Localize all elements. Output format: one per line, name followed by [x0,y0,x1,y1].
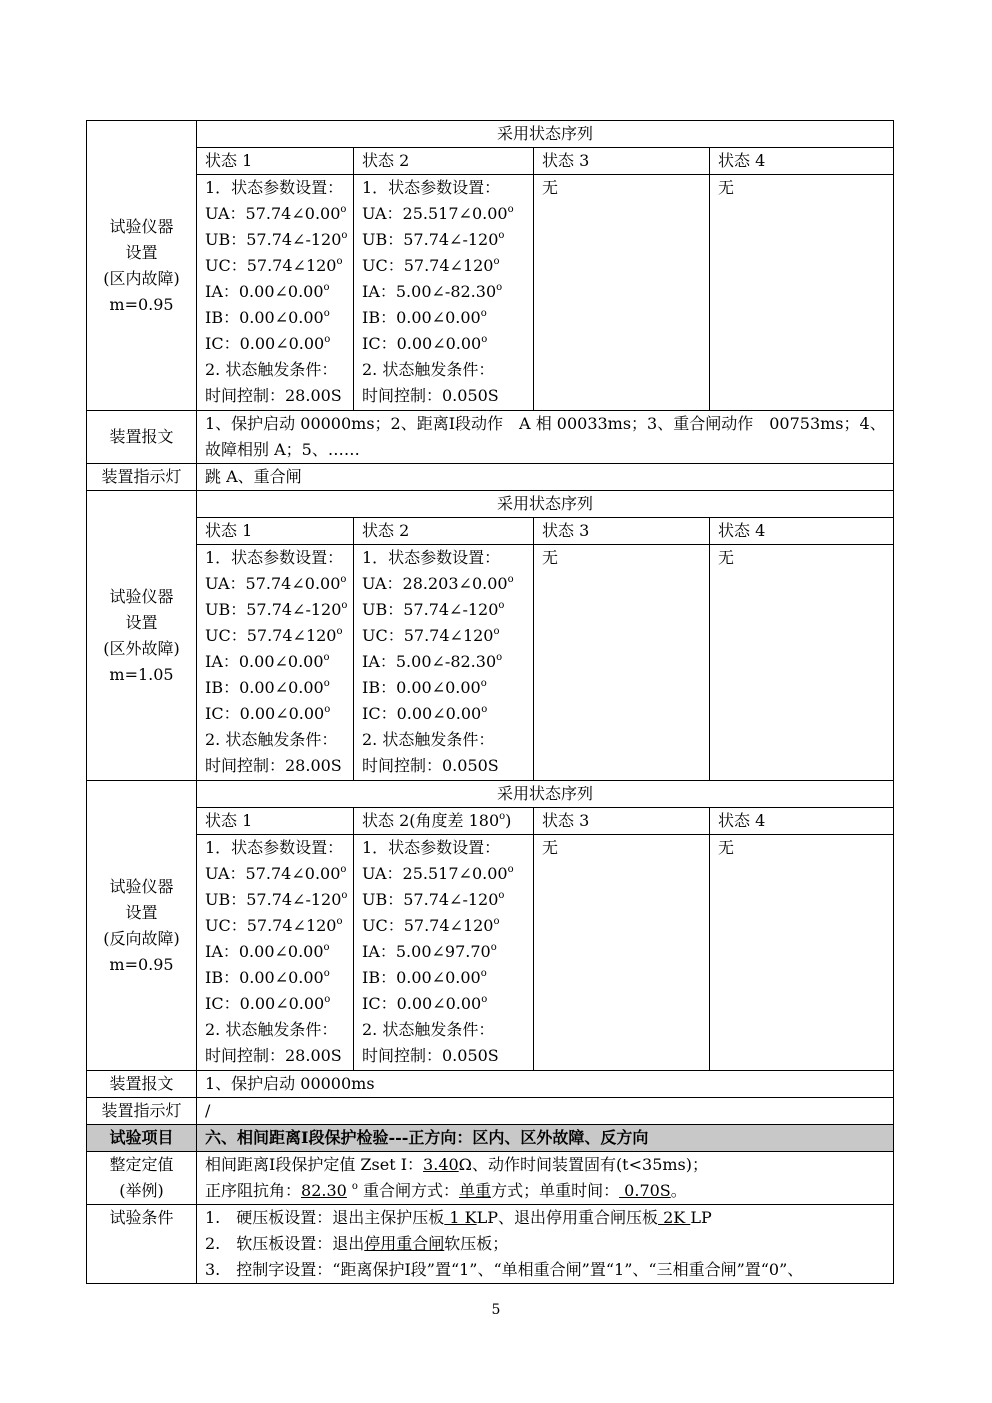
block1-state2-params: 1．状态参数设置： UA：25.517∠0.00$^o$ UB：57.74∠-120$^o$ UC：57.74∠120$^o$ IA：5.00∠-82.30$^o$ IB：0.00∠0.00$^o$ IC：0.00∠0.00$^o$ 2. 状态触发条件： 时间控制：0.050S [354,175,534,411]
indicator-value: / [197,1098,894,1125]
block3-state4-params: 无 [710,835,894,1071]
setting-label: 整定定值 (举例) [87,1152,197,1205]
block1-state4-params: 无 [710,175,894,411]
block2-label: 试验仪器 设置 (区外故障) m=1.05 [87,491,197,781]
block2-state2-header: 状态 2 [354,518,534,545]
block1-state1-params: 1．状态参数设置： UA：57.74∠0.00$^o$ UB：57.74∠-120$^o$ UC：57.74∠120$^o$ IA：0.00∠0.00$^o$ IB：0.00∠0.00$^o$ IC：0.00∠0.00$^o$ 2. 状态触发条件： 时间控制：28.00S [197,175,354,411]
block3-state2-header: 状态 2(角度差 180$^o$) [354,808,534,835]
report-value: 1、保护启动 00000ms；2、距离Ⅰ段动作 A 相 00033ms；3、重合闸动作 00753ms；4、故障相别 A；5、…… [197,411,894,464]
test-procedure-table [86,120,894,1284]
indicator-label: 装置指示灯 [87,464,197,491]
block2-state1-header: 状态 1 [197,518,354,545]
block1-state4-header: 状态 4 [710,148,894,175]
block2-seq-header: 采用状态序列 [197,491,894,518]
block3-state1-params: 1．状态参数设置： UA：57.74∠0.00$^o$ UB：57.74∠-120$^o$ UC：57.74∠120$^o$ IA：0.00∠0.00$^o$ IB：0.00∠0.00$^o$ IC：0.00∠0.00$^o$ 2. 状态触发条件： 时间控制：28.00S [197,835,354,1071]
setting-value: 相间距离Ⅰ段保护定值 Zset Ⅰ：3.40Ω、动作时间装置固有(t<35ms)； 正序阻抗角：82.30 $^o$ 重合闸方式：单重方式；单重时间： 0.70S。 [197,1152,894,1205]
block2-state3-params: 无 [534,545,710,781]
report-label: 装置报文 [87,411,197,464]
block1-label: 试验仪器 设置 (区内故障) m=0.95 [87,121,197,411]
block3-label: 试验仪器 设置 (反向故障) m=0.95 [87,781,197,1071]
block2-state1-params: 1．状态参数设置： UA：57.74∠0.00$^o$ UB：57.74∠-120$^o$ UC：57.74∠120$^o$ IA：0.00∠0.00$^o$ IB：0.00∠0.00$^o$ IC：0.00∠0.00$^o$ 2. 状态触发条件： 时间控制：28.00S [197,545,354,781]
indicator-label: 装置指示灯 [87,1098,197,1125]
block1-seq-header: 采用状态序列 [197,121,894,148]
condition-value: 1. 硬压板设置：退出主保护压板 1 KLP、退出停用重合闸压板 2K LP 2. 软压板设置：退出停用重合闸软压板； 3. 控制字设置：“距离保护Ⅰ段”置“1”、“单相重合闸”置“1”、“三相重合闸”置“0”、 [197,1205,894,1284]
block2-state3-header: 状态 3 [534,518,710,545]
report-value: 1、保护启动 00000ms [197,1071,894,1098]
block3-state3-params: 无 [534,835,710,1071]
block1-state2-header: 状态 2 [354,148,534,175]
block1-state3-header: 状态 3 [534,148,710,175]
block2-state4-params: 无 [710,545,894,781]
test-item-label: 试验项目 [87,1125,197,1152]
report-label: 装置报文 [87,1071,197,1098]
block3-state4-header: 状态 4 [710,808,894,835]
page-number: 5 [491,1302,501,1318]
block2-state2-params: 1．状态参数设置： UA：28.203∠0.00$^o$ UB：57.74∠-120$^o$ UC：57.74∠120$^o$ IA：5.00∠-82.30$^o$ IB：0.00∠0.00$^o$ IC：0.00∠0.00$^o$ 2. 状态触发条件： 时间控制：0.050S [354,545,534,781]
block3-state1-header: 状态 1 [197,808,354,835]
block1-state1-header: 状态 1 [197,148,354,175]
block3-seq-header: 采用状态序列 [197,781,894,808]
block2-state4-header: 状态 4 [710,518,894,545]
condition-label: 试验条件 [87,1205,197,1284]
block1-state3-params: 无 [534,175,710,411]
test-item-value: 六、相间距离Ⅰ段保护检验---正方向：区内、区外故障、反方向 [197,1125,894,1152]
block3-state3-header: 状态 3 [534,808,710,835]
block3-state2-params: 1．状态参数设置： UA：25.517∠0.00$^o$ UB：57.74∠-120$^o$ UC：57.74∠120$^o$ IA：5.00∠97.70$^o$ IB：0.00∠0.00$^o$ IC：0.00∠0.00$^o$ 2. 状态触发条件： 时间控制：0.050S [354,835,534,1071]
indicator-value: 跳 A、重合闸 [197,464,894,491]
